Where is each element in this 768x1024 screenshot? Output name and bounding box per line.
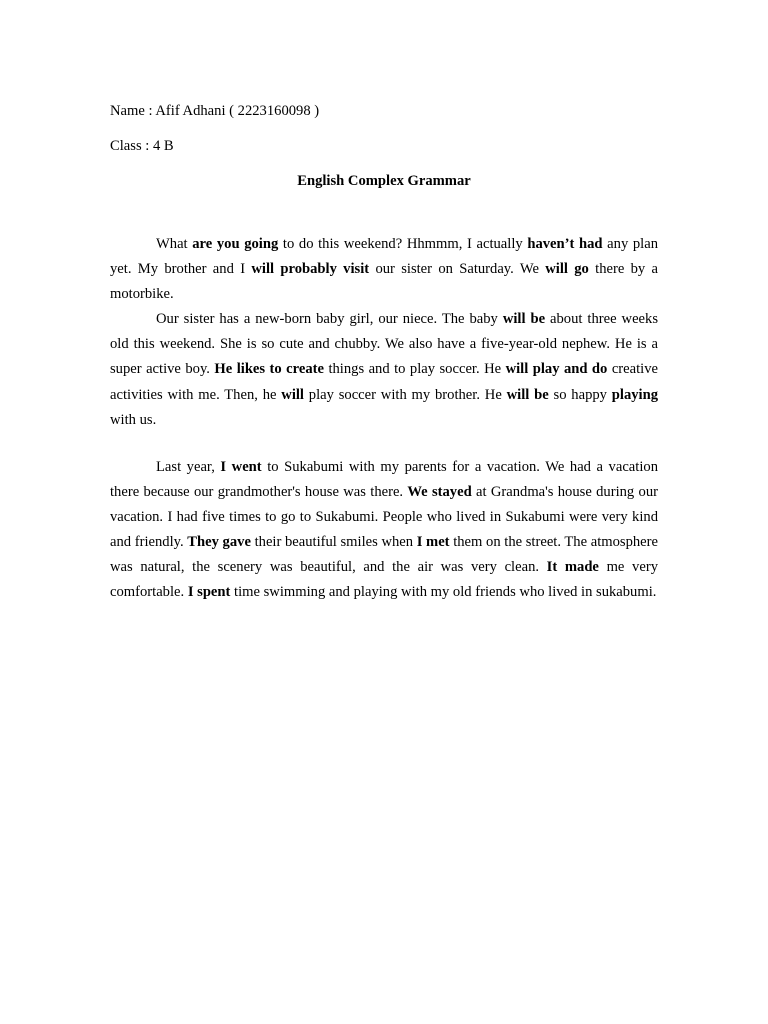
highlighted-grammar-phrase: I spent (187, 584, 231, 601)
paragraph-text: about three weeks old this weekend. She is so cute and chubby. We also have a five-year-old nephew. He is a super active boy. (110, 311, 658, 378)
paragraph-text: any plan yet. My brother and I (110, 236, 658, 278)
highlighted-grammar-phrase: will be (506, 386, 549, 403)
highlighted-grammar-phrase: They gave (187, 534, 251, 551)
paragraph-sukabumi-vacation (110, 455, 658, 606)
highlighted-grammar-phrase: We stayed (407, 483, 472, 500)
document-body (110, 232, 658, 605)
paragraph-text: their beautiful smiles when (250, 534, 417, 551)
highlighted-grammar-phrase: will play and do (505, 361, 608, 378)
paragraph-text: things and to play soccer. He (323, 361, 506, 378)
paragraph-text: time swimming and playing with my old friends who lived in sukabumi. (230, 584, 657, 601)
paragraph-text: Our sister has a new-born baby girl, our niece. The baby (156, 311, 503, 328)
highlighted-grammar-phrase: will (281, 386, 304, 403)
highlighted-grammar-phrase: I met (416, 534, 450, 551)
paragraph-text: to Sukabumi with my parents for a vacation. We had a vacation there because our grandmother's house was there. (110, 458, 658, 500)
highlighted-grammar-phrase: will probably visit (251, 261, 370, 278)
paragraph-weekend-plans (110, 232, 658, 307)
paragraph-text: so happy (548, 386, 612, 403)
paragraph-text: play soccer with my brother. He (303, 386, 507, 403)
document-page (110, 96, 658, 605)
highlighted-grammar-phrase: He likes to create (214, 361, 324, 378)
highlighted-grammar-phrase: will be (502, 311, 546, 328)
paragraph-text: Last year, (156, 458, 221, 475)
student-name-line: Name : Afif Adhani ( 2223160098 ) (110, 103, 320, 119)
highlighted-grammar-phrase: playing (611, 386, 659, 403)
highlighted-grammar-phrase: I went (220, 458, 262, 475)
paragraph-sister-and-nephew (110, 307, 658, 432)
highlighted-grammar-phrase: will go (545, 261, 589, 278)
paragraph-text: creative activities with me. Then, he (110, 361, 658, 403)
paragraph-text: What (156, 236, 193, 252)
class-line: Class : 4 B (110, 138, 174, 154)
paragraph-text: to do this weekend? Hhmmm, I actually (278, 236, 528, 252)
highlighted-grammar-phrase: are you going (192, 236, 279, 252)
paragraph-text: me very comfortable. (110, 559, 658, 601)
paragraph-text: with us. (110, 411, 157, 428)
paragraph-text: them on the street. The atmosphere was natural, the scenery was beautiful, and the air was very clean. (110, 534, 658, 576)
document-title: English Complex Grammar (297, 173, 471, 189)
paragraph-text: our sister on Saturday. We (369, 261, 546, 278)
highlighted-grammar-phrase: haven’t had (527, 236, 603, 252)
highlighted-grammar-phrase: It made (546, 559, 599, 576)
paragraph-text: at Grandma's house during our vacation. I had five times to go to Sukabumi. People who lived in Sukabumi were very kind and friendly. (110, 483, 658, 551)
paragraph-text: there by a motorbike. (110, 261, 659, 303)
